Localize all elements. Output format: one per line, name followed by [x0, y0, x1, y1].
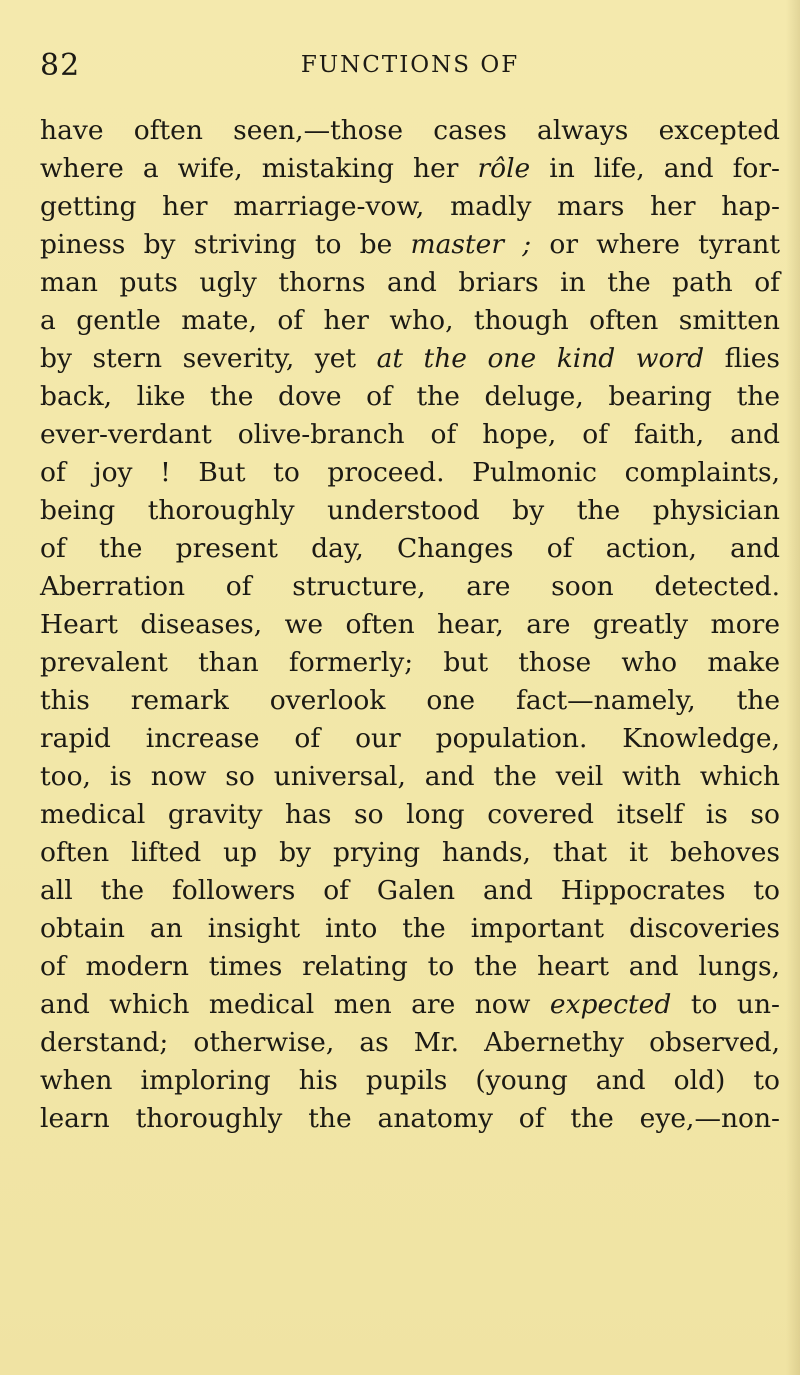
text-segment: Aberration of structure, are soon detected. [40, 571, 780, 602]
text-segment: by stern severity, yet [40, 343, 377, 374]
text-segment: often lifted up by prying hands, that it behoves [40, 837, 780, 868]
text-line [40, 226, 780, 264]
text-segment: medical gravity has so long covered itself is so [40, 799, 780, 830]
text-segment: all the followers of Galen and Hippocrates to [40, 875, 780, 906]
text-line [40, 720, 780, 758]
text-line [40, 910, 780, 948]
text-segment: obtain an insight into the important discoveries [40, 913, 780, 944]
text-segment: when imploring his pupils (young and old) to [40, 1065, 780, 1096]
text-segment: or where tyrant [531, 229, 780, 260]
text-line [40, 644, 780, 682]
text-segment: to un- [671, 989, 780, 1020]
text-line [40, 264, 780, 302]
text-segment: back, like the dove of the deluge, bearing the [40, 381, 780, 412]
text-segment: and which medical men are now [40, 989, 550, 1020]
text-line [40, 150, 780, 188]
text-segment: in life, and for- [530, 153, 780, 184]
page-number: 82 [40, 48, 81, 83]
italic-text: expected [549, 989, 672, 1020]
text-line [40, 1100, 780, 1138]
italic-text: master ; [410, 229, 532, 260]
text-line [40, 1024, 780, 1062]
page-edge-shadow [786, 0, 800, 1375]
running-head: FUNCTIONS OF [300, 52, 520, 78]
text-line [40, 378, 780, 416]
text-segment: too, is now so universal, and the veil with which [40, 761, 780, 792]
text-line [40, 758, 780, 796]
text-segment: this remark overlook one fact—namely, the [40, 685, 780, 716]
text-line [40, 834, 780, 872]
page-header [40, 48, 780, 88]
text-segment: of modern times relating to the heart and lungs, [40, 951, 780, 982]
text-line [40, 796, 780, 834]
text-line [40, 986, 780, 1024]
text-segment: rapid increase of our population. Knowledge, [40, 723, 780, 754]
text-segment: prevalent than formerly; but those who make [40, 647, 780, 678]
text-segment: a gentle mate, of her who, though often smitten [40, 305, 780, 336]
italic-text: rôle [477, 153, 531, 184]
text-line [40, 948, 780, 986]
text-line [40, 112, 780, 150]
text-segment: man puts ugly thorns and briars in the path of [40, 267, 780, 298]
text-line [40, 606, 780, 644]
text-segment: ever-verdant olive-branch of hope, of faith, and [40, 419, 780, 450]
text-line [40, 340, 780, 378]
text-segment: being thoroughly understood by the physician [40, 495, 780, 526]
text-segment: piness by striving to be [40, 229, 411, 260]
text-line [40, 530, 780, 568]
text-segment: getting her marriage-vow, madly mars her hap- [40, 191, 780, 222]
text-line [40, 492, 780, 530]
text-line [40, 416, 780, 454]
body-text [40, 112, 780, 1138]
text-line [40, 568, 780, 606]
text-line [40, 454, 780, 492]
text-line [40, 188, 780, 226]
text-segment: where a wife, mistaking her [40, 153, 478, 184]
text-line [40, 682, 780, 720]
italic-text: at the one kind word [376, 343, 705, 374]
text-segment: Heart diseases, we often hear, are greatly more [40, 609, 780, 640]
text-line [40, 872, 780, 910]
text-segment: of the present day, Changes of action, and [40, 533, 780, 564]
text-segment: derstand; otherwise, as Mr. Abernethy observed, [40, 1027, 780, 1058]
text-segment: flies [704, 343, 781, 374]
text-line [40, 302, 780, 340]
text-segment: have often seen,—those cases always excepted [40, 115, 780, 146]
text-segment: learn thoroughly the anatomy of the eye,—non- [40, 1103, 780, 1134]
text-segment: of joy ! But to proceed. Pulmonic complaints, [40, 457, 780, 488]
text-line [40, 1062, 780, 1100]
